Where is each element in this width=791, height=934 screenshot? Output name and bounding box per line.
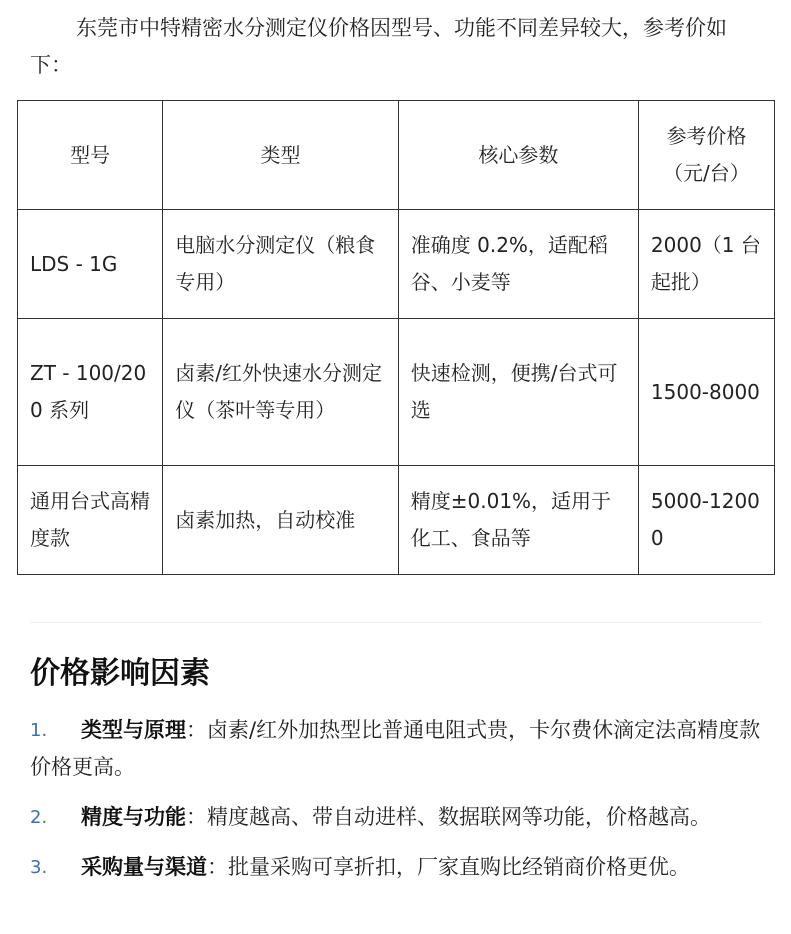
cell-price: 1500-8000 <box>638 319 774 466</box>
cell-price: 2000（1 台起批） <box>638 210 774 319</box>
header-model: 型号 <box>18 101 163 210</box>
cell-model: LDS - 1G <box>18 210 163 319</box>
cell-model: ZT - 100/200 系列 <box>18 319 163 466</box>
list-item <box>30 849 765 886</box>
factor-text: ：精度越高、带自动进样、数据联网等功能，价格越高。 <box>186 805 711 829</box>
cell-params: 精度±0.01%，适用于化工、食品等 <box>398 466 638 575</box>
list-number: 2. <box>30 807 48 828</box>
price-table <box>17 100 775 575</box>
cell-model: 通用台式高精度款 <box>18 466 163 575</box>
factor-text: ：卤素/红外加热型比普通电阻式贵，卡尔费休滴定法高精度款价格更高。 <box>30 718 761 779</box>
cell-params: 快速检测，便携/台式可选 <box>398 319 638 466</box>
table-row <box>18 210 775 319</box>
list-item <box>30 712 765 786</box>
list-number: 3. <box>30 857 48 878</box>
factor-label: 类型与原理 <box>81 718 186 742</box>
list-number: 1. <box>30 720 48 741</box>
header-params: 核心参数 <box>398 101 638 210</box>
factor-label: 精度与功能 <box>81 805 186 829</box>
factor-label: 采购量与渠道 <box>81 855 207 879</box>
section-divider <box>30 622 762 623</box>
table-row <box>18 466 775 575</box>
section-title: 价格影响因素 <box>30 656 210 691</box>
table-header-row <box>18 101 775 210</box>
intro-paragraph: 东莞市中特精密水分测定仪价格因型号、功能不同差异较大，参考价如下： <box>30 16 727 77</box>
cell-type: 卤素/红外快速水分测定仪（茶叶等专用） <box>163 319 399 466</box>
cell-type: 卤素加热，自动校准 <box>163 466 399 575</box>
cell-params: 准确度 0.2%，适配稻谷、小麦等 <box>398 210 638 319</box>
header-price: 参考价格（元/台） <box>638 101 774 210</box>
header-type: 类型 <box>163 101 399 210</box>
factor-text: ：批量采购可享折扣，厂家直购比经销商价格更优。 <box>207 855 690 879</box>
list-item <box>30 799 765 836</box>
table-row <box>18 319 775 466</box>
factors-list <box>30 712 765 899</box>
cell-price: 5000-12000 <box>638 466 774 575</box>
cell-type: 电脑水分测定仪（粮食专用） <box>163 210 399 319</box>
